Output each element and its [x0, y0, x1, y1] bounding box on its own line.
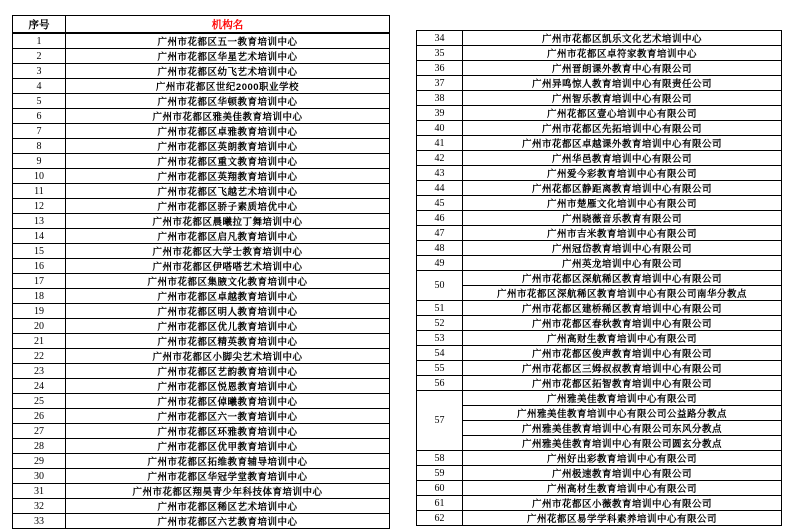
table-row — [13, 439, 390, 454]
row-number-cell: 32 — [13, 499, 66, 514]
table-row — [417, 151, 782, 166]
row-number-cell: 3 — [13, 64, 66, 79]
table-row — [417, 46, 782, 61]
row-number-cell: 13 — [13, 214, 66, 229]
institution-name-cell: 广州市楚雁文化培训中心有限公司 — [463, 196, 782, 211]
table-row — [13, 394, 390, 409]
institution-name-cell: 广州市花都区深航稀区教育培训中心有限公司南华分教点 — [463, 286, 782, 301]
institution-name-cell: 广州花都区壹心培训中心有限公司 — [463, 106, 782, 121]
institution-name-cell: 广州晓薇音乐教育有限公司 — [463, 211, 782, 226]
row-number-cell: 55 — [417, 361, 463, 376]
institution-name-cell: 广州市花都区六一教育培训中心 — [66, 409, 390, 424]
row-number-cell: 44 — [417, 181, 463, 196]
institution-name-cell: 广州雅美佳教育培训中心有限公司圆玄分教点 — [463, 436, 782, 451]
table-row — [417, 91, 782, 106]
row-number-cell: 39 — [417, 106, 463, 121]
table-row — [13, 454, 390, 469]
row-number-cell: 43 — [417, 166, 463, 181]
row-number-cell: 57 — [417, 391, 463, 451]
row-number-cell: 40 — [417, 121, 463, 136]
institution-table-left — [12, 15, 390, 529]
table-row — [417, 346, 782, 361]
row-number-cell: 50 — [417, 271, 463, 301]
table-row — [13, 379, 390, 394]
table-row — [13, 169, 390, 184]
institution-name-cell: 广州英龙培训中心有限公司 — [463, 256, 782, 271]
table-row — [417, 181, 782, 196]
row-number-cell: 38 — [417, 91, 463, 106]
table-row — [417, 436, 782, 451]
table-row — [417, 76, 782, 91]
table-row — [13, 154, 390, 169]
table-row — [417, 376, 782, 391]
institution-name-cell: 广州冠岱教育培训中心有限公司 — [463, 241, 782, 256]
table-row — [417, 511, 782, 526]
table-row — [417, 61, 782, 76]
table-row — [13, 139, 390, 154]
institution-name-cell: 广州市花都区华冠学堂教育培训中心 — [66, 469, 390, 484]
table-row — [417, 211, 782, 226]
table-row — [13, 79, 390, 94]
table-row — [417, 256, 782, 271]
institution-name-cell: 广州市花都区启凡教育培训中心 — [66, 229, 390, 244]
table-row — [417, 301, 782, 316]
table-row — [417, 271, 782, 286]
institution-name-cell: 广州雅美佳教育培训中心有限公司 — [463, 391, 782, 406]
table-row — [417, 196, 782, 211]
institution-name-cell: 广州市花都区集腋文化教育培训中心 — [66, 274, 390, 289]
row-number-cell: 33 — [13, 514, 66, 529]
institution-name-cell: 广州市花都区精英教育培训中心 — [66, 334, 390, 349]
row-number-cell: 36 — [417, 61, 463, 76]
institution-name-cell: 广州市花都区重文教育培训中心 — [66, 154, 390, 169]
table-row — [13, 49, 390, 64]
row-number-cell: 8 — [13, 139, 66, 154]
institution-name-cell: 广州花都区静距离教育培训中心有限公司 — [463, 181, 782, 196]
institution-name-cell: 广州晋朗课外教育中心有限公司 — [463, 61, 782, 76]
institution-name-cell: 广州市花都区拓智教育培训中心有限公司 — [463, 376, 782, 391]
table-row — [13, 94, 390, 109]
institution-name-cell: 广州市花都区艺韵教育培训中心 — [66, 364, 390, 379]
institution-name-cell: 广州市花都区小薇教育培训中心有限公司 — [463, 496, 782, 511]
row-number-cell: 25 — [13, 394, 66, 409]
institution-name-cell: 广州市花都区俊声教育培训中心有限公司 — [463, 346, 782, 361]
institution-name-cell: 广州市花都区凯乐文化艺术培训中心 — [463, 31, 782, 46]
row-number-cell: 62 — [417, 511, 463, 526]
table-row — [13, 469, 390, 484]
row-number-cell: 58 — [417, 451, 463, 466]
row-number-cell: 24 — [13, 379, 66, 394]
table-row — [13, 424, 390, 439]
institution-name-cell: 广州异鸣惊人教育培训中心有限责任公司 — [463, 76, 782, 91]
row-number-cell: 19 — [13, 304, 66, 319]
institution-name-cell: 广州市花都区华顿教育培训中心 — [66, 94, 390, 109]
row-number-cell: 41 — [417, 136, 463, 151]
institution-name-cell: 广州市花都区三姆叔叔教育培训中心有限公司 — [463, 361, 782, 376]
table-row — [13, 484, 390, 499]
table-row — [13, 214, 390, 229]
table-row — [417, 166, 782, 181]
institution-name-cell: 广州雅美佳教育培训中心有限公司东风分教点 — [463, 421, 782, 436]
table-row — [13, 364, 390, 379]
table-row — [417, 391, 782, 406]
table-row — [417, 286, 782, 301]
table-row — [13, 334, 390, 349]
institution-name-cell: 广州爱今彩教育培训中心有限公司 — [463, 166, 782, 181]
institution-name-cell: 广州市花都区卓符家教育培训中心 — [463, 46, 782, 61]
table-row — [13, 229, 390, 244]
row-number-cell: 12 — [13, 199, 66, 214]
table-row — [13, 274, 390, 289]
institution-name-cell: 广州市花都区五一教育培训中心 — [66, 33, 390, 49]
table-row — [417, 31, 782, 46]
row-number-cell: 61 — [417, 496, 463, 511]
institution-name-cell: 广州市花都区明人教育培训中心 — [66, 304, 390, 319]
table-row — [417, 241, 782, 256]
row-number-cell: 9 — [13, 154, 66, 169]
row-number-cell: 11 — [13, 184, 66, 199]
institution-name-cell: 广州市花都区优甲教育培训中心 — [66, 439, 390, 454]
institution-name-cell: 广州市花都区大学士教育培训中心 — [66, 244, 390, 259]
row-number-cell: 46 — [417, 211, 463, 226]
table-row — [417, 451, 782, 466]
institution-name-cell: 广州市花都区世纪2000职业学校 — [66, 79, 390, 94]
row-number-cell: 16 — [13, 259, 66, 274]
table-row — [13, 109, 390, 124]
institution-name-cell: 广州市花都区翔昊青少年科技体育培训中心 — [66, 484, 390, 499]
table-row — [13, 319, 390, 334]
table-row — [417, 481, 782, 496]
institution-name-cell: 广州市花都区深航稀区教育培训中心有限公司 — [463, 271, 782, 286]
table-row — [13, 33, 390, 49]
institution-name-cell: 广州市花都区骄子素质培优中心 — [66, 199, 390, 214]
table-row — [417, 316, 782, 331]
row-number-cell: 30 — [13, 469, 66, 484]
row-number-cell: 52 — [417, 316, 463, 331]
institution-name-cell: 广州市花都区建桥稀区教育培训中心有限公司 — [463, 301, 782, 316]
row-number-cell: 10 — [13, 169, 66, 184]
institution-name-cell: 广州市花都区伊嗒嗒艺术培训中心 — [66, 259, 390, 274]
row-number-cell: 49 — [417, 256, 463, 271]
table-row — [13, 64, 390, 79]
row-number-cell: 7 — [13, 124, 66, 139]
institution-name-cell: 广州市花都区卓越课外教育培训中心有限公司 — [463, 136, 782, 151]
table-row — [417, 406, 782, 421]
table-row — [417, 106, 782, 121]
institution-name-cell: 广州市花都区拓维教育辅导培训中心 — [66, 454, 390, 469]
table-row — [417, 361, 782, 376]
table-row — [13, 514, 390, 529]
institution-name-cell: 广州好出彩教育培训中心有限公司 — [463, 451, 782, 466]
row-number-cell: 35 — [417, 46, 463, 61]
institution-name-cell: 广州市花都区先拓培训中心有限公司 — [463, 121, 782, 136]
table-row — [13, 259, 390, 274]
institution-name-cell: 广州市花都区幼飞艺术培训中心 — [66, 64, 390, 79]
row-number-cell: 14 — [13, 229, 66, 244]
institution-name-cell: 广州极速教育培训中心有限公司 — [463, 466, 782, 481]
row-number-cell: 26 — [13, 409, 66, 424]
row-number-cell: 34 — [417, 31, 463, 46]
institution-name-cell: 广州华邑教育培训中心有限公司 — [463, 151, 782, 166]
row-number-cell: 51 — [417, 301, 463, 316]
institution-table-right — [416, 30, 782, 526]
row-number-cell: 27 — [13, 424, 66, 439]
table-row — [417, 136, 782, 151]
index-column-header: 序号 — [13, 16, 66, 34]
institution-name-cell: 广州市花都区稀区艺术培训中心 — [66, 499, 390, 514]
table-row — [13, 349, 390, 364]
institution-name-cell: 广州市花都区英翔教育培训中心 — [66, 169, 390, 184]
institution-name-cell: 广州市花都区倬曦教育培训中心 — [66, 394, 390, 409]
row-number-cell: 56 — [417, 376, 463, 391]
table-row — [13, 289, 390, 304]
institution-name-cell: 广州市花都区卓雅教育培训中心 — [66, 124, 390, 139]
row-number-cell: 17 — [13, 274, 66, 289]
institution-name-cell: 广州市花都区六艺教育培训中心 — [66, 514, 390, 529]
row-number-cell: 2 — [13, 49, 66, 64]
table-row — [417, 331, 782, 346]
row-number-cell: 28 — [13, 439, 66, 454]
row-number-cell: 4 — [13, 79, 66, 94]
row-number-cell: 21 — [13, 334, 66, 349]
table-row — [417, 421, 782, 436]
institution-name-cell: 广州花都区易学学科素养培训中心有限公司 — [463, 511, 782, 526]
institution-name-cell: 广州市花都区华星艺术培训中心 — [66, 49, 390, 64]
table-row — [417, 121, 782, 136]
institution-name-cell: 广州市花都区晨曦拉丁舞培训中心 — [66, 214, 390, 229]
row-number-cell: 22 — [13, 349, 66, 364]
row-number-cell: 47 — [417, 226, 463, 241]
institution-name-cell: 广州雅美佳教育培训中心有限公司公益路分教点 — [463, 406, 782, 421]
institution-name-cell: 广州市花都区雅美佳教育培训中心 — [66, 109, 390, 124]
row-number-cell: 59 — [417, 466, 463, 481]
table-row — [417, 226, 782, 241]
row-number-cell: 15 — [13, 244, 66, 259]
institution-name-cell: 广州市花都区优儿教育培训中心 — [66, 319, 390, 334]
row-number-cell: 29 — [13, 454, 66, 469]
table-row — [13, 244, 390, 259]
row-number-cell: 48 — [417, 241, 463, 256]
institution-name-cell: 广州市吉米教育培训中心有限公司 — [463, 226, 782, 241]
row-number-cell: 60 — [417, 481, 463, 496]
row-number-cell: 6 — [13, 109, 66, 124]
row-number-cell: 23 — [13, 364, 66, 379]
institution-name-cell: 广州市花都区悦恩教育培训中心 — [66, 379, 390, 394]
header-row — [13, 16, 390, 34]
table-row — [13, 124, 390, 139]
table-row — [13, 199, 390, 214]
institution-name-cell: 广州市花都区英朗教育培训中心 — [66, 139, 390, 154]
row-number-cell: 53 — [417, 331, 463, 346]
institution-name-cell: 广州市花都区环雅教育培训中心 — [66, 424, 390, 439]
row-number-cell: 31 — [13, 484, 66, 499]
row-number-cell: 1 — [13, 33, 66, 49]
institution-name-cell: 广州高财生教育培训中心有限公司 — [463, 331, 782, 346]
table-row — [13, 409, 390, 424]
table-row — [13, 304, 390, 319]
row-number-cell: 5 — [13, 94, 66, 109]
row-number-cell: 45 — [417, 196, 463, 211]
row-number-cell: 42 — [417, 151, 463, 166]
row-number-cell: 20 — [13, 319, 66, 334]
institution-name-cell: 广州高材生教育培训中心有限公司 — [463, 481, 782, 496]
table-row — [13, 499, 390, 514]
table-row — [417, 496, 782, 511]
row-number-cell: 37 — [417, 76, 463, 91]
table-row — [417, 466, 782, 481]
table-row — [13, 184, 390, 199]
institution-name-cell: 广州市花都区卓越教育培训中心 — [66, 289, 390, 304]
institution-name-cell: 广州市花都区春秋教育培训中心有限公司 — [463, 316, 782, 331]
row-number-cell: 54 — [417, 346, 463, 361]
institution-name-cell: 广州市花都区飞越艺术培训中心 — [66, 184, 390, 199]
institution-name-column-header: 机构名 — [66, 16, 390, 34]
row-number-cell: 18 — [13, 289, 66, 304]
institution-name-cell: 广州智乐教育培训中心有限公司 — [463, 91, 782, 106]
institution-name-cell: 广州市花都区小脚尖艺术培训中心 — [66, 349, 390, 364]
